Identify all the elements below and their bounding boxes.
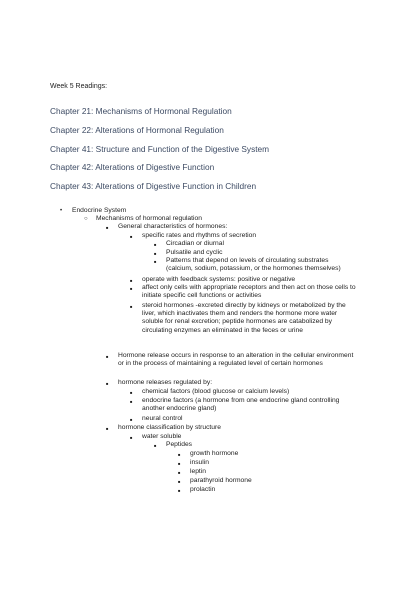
outline-water-soluble: water soluble <box>142 433 182 440</box>
chapter-43: Chapter 43: Alterations of Digestive Function in Children <box>50 181 257 191</box>
bullet-l6: ■ <box>178 479 181 484</box>
peptide-item: insulin <box>190 459 209 466</box>
bullet-l6: ■ <box>178 470 181 475</box>
bullet-l4: ■ <box>130 399 133 404</box>
chapter-22: Chapter 22: Alterations of Hormonal Regulation <box>50 125 224 135</box>
chapter-41: Chapter 41: Structure and Function of the Digestive System <box>50 144 270 154</box>
outline-mechanisms: Mechanisms of hormonal regulation <box>96 215 202 222</box>
bullet-l5: ■ <box>154 259 157 264</box>
chapter-21: Chapter 21: Mechanisms of Hormonal Regulation <box>50 106 232 116</box>
outline-patterns: Patterns that depend on levels of circulating substrates (calcium, sodium, potassium, or the hormones themselves) <box>166 257 341 273</box>
bullet-l6: ■ <box>178 488 181 493</box>
outline-pulsatile: Pulsatile and cyclic <box>166 249 223 256</box>
peptide-item: leptin <box>190 468 206 475</box>
bullet-l2: ○ <box>84 216 88 222</box>
week-title: Week 5 Readings: <box>50 83 108 90</box>
bullet-l5: ■ <box>154 251 157 256</box>
bullet-l4: ■ <box>130 390 133 395</box>
bullet-l4: ■ <box>130 304 133 309</box>
bullet-l4: ■ <box>130 278 133 283</box>
bullet-l3: ■ <box>106 225 109 230</box>
bullet-l4: ■ <box>130 435 133 440</box>
bullet-l3: ■ <box>106 381 109 386</box>
bullet-l3: ■ <box>106 426 109 431</box>
outline-feedback: operate with feedback systems: positive or negative <box>142 276 296 283</box>
outline-neural: neural control <box>142 415 183 422</box>
peptide-item: prolactin <box>190 486 216 493</box>
outline-general-characteristics: General characteristics of hormones: <box>118 223 228 230</box>
bullet-l6: ■ <box>178 452 181 457</box>
outline-chemical: chemical factors (blood glucose or calcium levels) <box>142 388 290 395</box>
peptide-item: growth hormone <box>190 450 239 457</box>
outline-circadian: Circadian or diurnal <box>166 240 224 247</box>
chapter-42: Chapter 42: Alterations of Digestive Function <box>50 162 215 172</box>
outline-classification: hormone classification by structure <box>118 424 221 431</box>
outline-regulated-by: hormone releases regulated by: <box>118 379 213 386</box>
bullet-l5: ■ <box>154 242 157 247</box>
outline-endocrine-system: Endocrine System <box>72 207 127 214</box>
bullet-l3: ■ <box>106 354 109 359</box>
outline-specific-rates: specific rates and rhythms of secretion <box>142 232 257 239</box>
bullet-l4: ■ <box>130 286 133 291</box>
bullet-l1: • <box>60 208 63 214</box>
bullet-l4: ■ <box>130 234 133 239</box>
bullet-l4: ■ <box>130 417 133 422</box>
outline-peptides: Peptides <box>166 441 193 448</box>
outline-endocrine-factors: endocrine factors (a hormone from one endocrine gland controlling another endocrine gland) <box>142 397 340 413</box>
peptide-item: parathyroid hormone <box>190 477 252 484</box>
outline-hormone-release: Hormone release occurs in response to an alteration in the cellular environment or in the process of maintaining a regulated level of certain hormones <box>118 352 354 368</box>
outline-affect: affect only cells with appropriate receptors and then act on those cells to initiate specific cell functions or activities <box>142 284 356 300</box>
outline-steroid: steroid hormones -excreted directly by kidneys or metabolized by the liver, which inactivates them and renders the hormone more water soluble for renal excretion; peptide hormones are catabolized by circulating enzymes an eliminated in the feces or urine <box>142 302 346 334</box>
bullet-l6: ■ <box>178 461 181 466</box>
bullet-l5: ■ <box>154 443 157 448</box>
